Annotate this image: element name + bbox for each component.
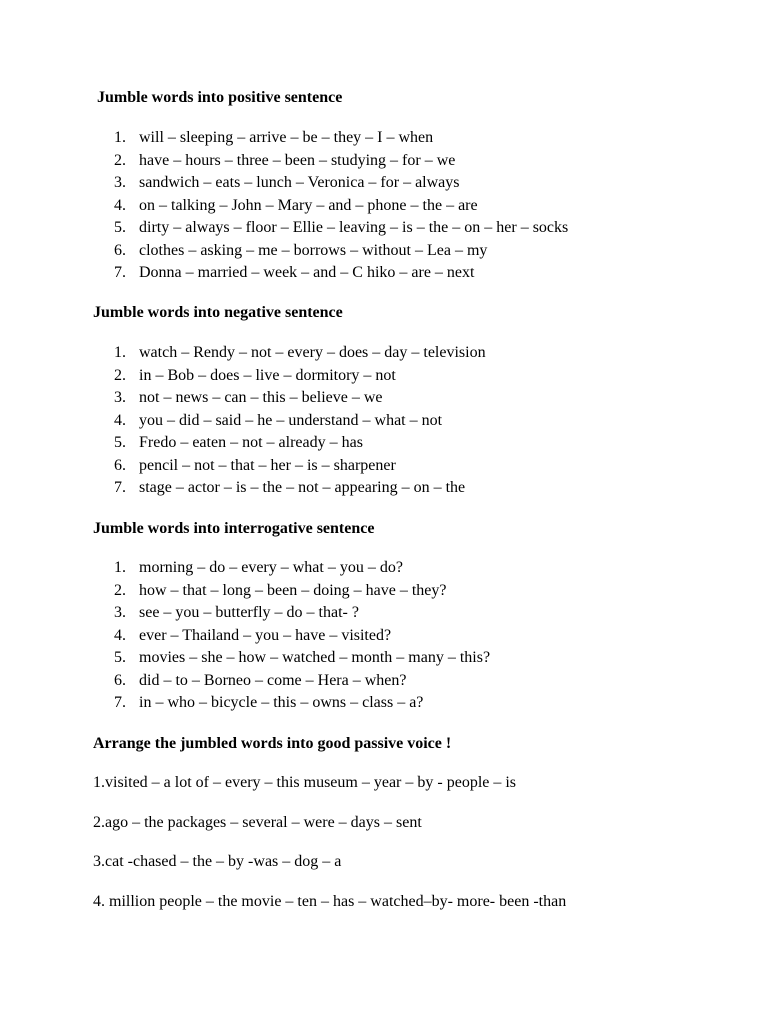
item-number: 3. bbox=[114, 389, 126, 406]
passive-item: 4. million people – the movie – ten – has – watched–by- more- been -than bbox=[93, 893, 567, 910]
item-text: movies – she – how – watched – month – many – this? bbox=[139, 649, 491, 666]
section-heading-passive: Arrange the jumbled words into good passive voice ! bbox=[93, 735, 452, 752]
item-text: have – hours – three – been – studying – for – we bbox=[139, 151, 456, 169]
item-text: in – Bob – does – live – dormitory – not bbox=[139, 366, 396, 384]
item-text: you – did – said – he – understand – what – not bbox=[139, 411, 443, 429]
item-text: watch – Rendy – not – every – does – day – television bbox=[139, 344, 486, 361]
item-number: 5. bbox=[114, 434, 126, 451]
item-text: will – sleeping – arrive – be – they – I – when bbox=[139, 129, 434, 146]
item-number: 2. bbox=[114, 581, 126, 599]
item-text: did – to – Borneo – come – Hera – when? bbox=[139, 671, 407, 689]
item-text: pencil – not – that – her – is – sharpener bbox=[139, 456, 396, 474]
item-text: see – you – butterfly – do – that- ? bbox=[139, 604, 359, 621]
item-text: how – that – long – been – doing – have – they? bbox=[139, 581, 447, 599]
section-heading-negative: Jumble words into negative sentence bbox=[93, 304, 343, 321]
item-number: 7. bbox=[114, 694, 126, 711]
item-number: 5. bbox=[114, 219, 126, 236]
item-number: 6. bbox=[114, 456, 126, 474]
item-text: sandwich – eats – lunch – Veronica – for – always bbox=[139, 174, 460, 191]
item-number: 3. bbox=[114, 604, 126, 621]
item-number: 4. bbox=[114, 411, 126, 429]
passive-item: 1.visited – a lot of – every – this museum – year – by - people – is bbox=[93, 774, 517, 791]
item-text: on – talking – John – Mary – and – phone – the – are bbox=[139, 196, 478, 214]
item-number: 1. bbox=[114, 344, 126, 361]
passive-item: 3.cat -chased – the – by -was – dog – a bbox=[93, 853, 342, 870]
item-text: dirty – always – floor – Ellie – leaving – is – the – on – her – socks bbox=[139, 219, 569, 236]
item-number: 4. bbox=[114, 626, 126, 644]
item-text: ever – Thailand – you – have – visited? bbox=[139, 626, 392, 644]
item-number: 2. bbox=[114, 151, 126, 169]
item-text: not – news – can – this – believe – we bbox=[139, 389, 383, 406]
passive-item: 2.ago – the packages – several – were – days – sent bbox=[93, 814, 422, 831]
item-text: morning – do – every – what – you – do? bbox=[139, 559, 403, 576]
item-number: 4. bbox=[114, 196, 126, 214]
item-number: 7. bbox=[114, 264, 126, 281]
section-heading-interrogative: Jumble words into interrogative sentence bbox=[93, 520, 375, 537]
item-number: 5. bbox=[114, 649, 126, 666]
item-number: 6. bbox=[114, 241, 126, 259]
item-number: 3. bbox=[114, 174, 126, 191]
item-text: stage – actor – is – the – not – appearing – on – the bbox=[139, 479, 466, 496]
item-number: 6. bbox=[114, 671, 126, 689]
item-number: 7. bbox=[114, 479, 126, 496]
item-text: Fredo – eaten – not – already – has bbox=[139, 434, 363, 451]
item-text: in – who – bicycle – this – owns – class – a? bbox=[139, 694, 424, 711]
item-number: 1. bbox=[114, 129, 126, 146]
item-text: clothes – asking – me – borrows – without – Lea – my bbox=[139, 241, 488, 259]
item-text: Donna – married – week – and – C hiko – are – next bbox=[139, 264, 475, 281]
section-heading-positive: Jumble words into positive sentence bbox=[97, 89, 343, 106]
item-number: 1. bbox=[114, 559, 126, 576]
item-number: 2. bbox=[114, 366, 126, 384]
